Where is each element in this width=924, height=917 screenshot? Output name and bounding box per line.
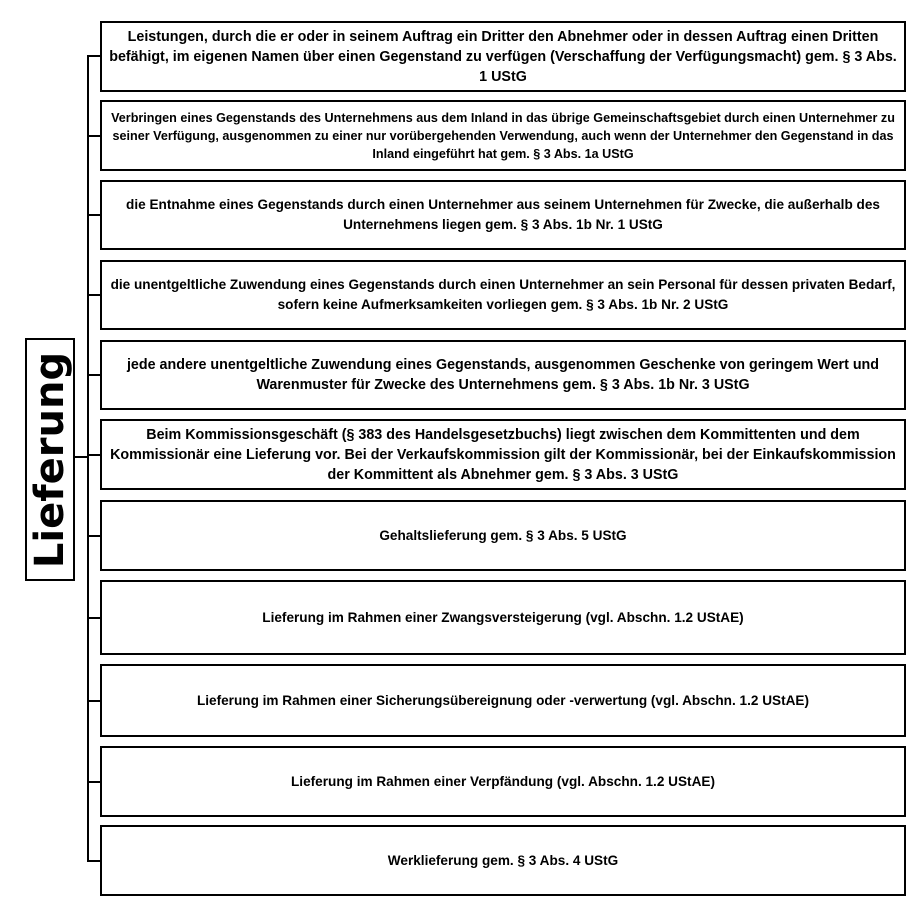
- node-text: Beim Kommissionsgeschäft (§ 383 des Handelsgesetzbuchs) liegt zwischen dem Kommittenten und dem Kommissionär eine Lieferung vor. Bei der Verkaufskommission gilt der Kommissionär, bei der Einkaufskommission der Kommittent als Abnehmer gem. § 3 Abs. 3 UStG: [110, 426, 896, 483]
- branch-connector: [87, 860, 101, 862]
- branch-connector: [87, 214, 101, 216]
- branch-connector: [87, 781, 101, 783]
- branch-connector: [87, 294, 101, 296]
- node-text: Lieferung im Rahmen einer Verpfändung (vgl. Abschn. 1.2 UStAE): [291, 773, 715, 789]
- root-connector: [73, 456, 88, 458]
- root-node-lieferung: [25, 338, 75, 581]
- node-text: Gehaltslieferung gem. § 3 Abs. 5 UStG: [379, 527, 627, 543]
- node-zuwendung-personal: [100, 260, 906, 330]
- node-gehaltslieferung: [100, 500, 906, 571]
- node-sicherungsuebereignung: [100, 664, 906, 737]
- branch-connector: [87, 454, 101, 456]
- branch-connector: [87, 374, 101, 376]
- node-zwangsversteigerung: [100, 580, 906, 655]
- tree-spine: [87, 55, 89, 861]
- node-werklieferung: [100, 825, 906, 896]
- node-kommissionsgeschaeft: [100, 419, 906, 490]
- branch-connector: [87, 535, 101, 537]
- node-text: Leistungen, durch die er oder in seinem Auftrag ein Dritter den Abnehmer oder in dessen Auftrag einen Dritten befähigt, im eigenen Namen über einen Gegenstand zu verfügen (Verschaffung der Verfügungsmacht) gem. § 3 Abs. 1 UStG: [109, 28, 897, 85]
- node-text: Lieferung im Rahmen einer Sicherungsübereignung oder -verwertung (vgl. Abschn. 1.2 UStAE): [196, 692, 810, 708]
- branch-connector: [87, 617, 101, 619]
- node-text: Werklieferung gem. § 3 Abs. 4 UStG: [387, 852, 619, 868]
- branch-connector: [87, 700, 101, 702]
- node-text: die Entnahme eines Gegenstands durch einen Unternehmer aus seinem Unternehmen für Zwecke, die außerhalb des Unternehmens liegen gem. § 3 Abs. 1b Nr. 1 UStG: [126, 197, 880, 232]
- node-entnahme: [100, 180, 906, 250]
- node-andere-zuwendung: [100, 340, 906, 410]
- node-verbringen: [100, 100, 906, 171]
- node-text: jede andere unentgeltliche Zuwendung eines Gegenstands, ausgenommen Geschenke von geringem Wert und Warenmuster für Zwecke des Unternehmens gem. § 3 Abs. 1b Nr. 3 UStG: [126, 357, 880, 393]
- node-text: Lieferung im Rahmen einer Zwangsversteigerung (vgl. Abschn. 1.2 UStAE): [262, 609, 744, 625]
- node-text: die unentgeltliche Zuwendung eines Gegenstands durch einen Unternehmer an sein Personal für dessen privaten Bedarf, sofern keine Aufmerksamkeiten vorliegen gem. § 3 Abs. 1b Nr. 2 UStG: [110, 277, 896, 312]
- node-verschaffung-verfuegungsmacht: [100, 21, 906, 92]
- branch-connector: [87, 55, 101, 57]
- branch-connector: [87, 135, 101, 137]
- node-text: Verbringen eines Gegenstands des Unternehmens aus dem Inland in das übrige Gemeinschaftsgebiet durch einen Unternehmer zu seiner Verfügung, ausgenommen zu einer nur vorübergehenden Verwendung, auch wenn der Unternehmer den Gegenstand in das Inland eingeführt hat gem. § 3 Abs. 1a UStG: [111, 110, 895, 161]
- root-label: Lieferung: [27, 351, 73, 568]
- node-verpfaendung: [100, 746, 906, 817]
